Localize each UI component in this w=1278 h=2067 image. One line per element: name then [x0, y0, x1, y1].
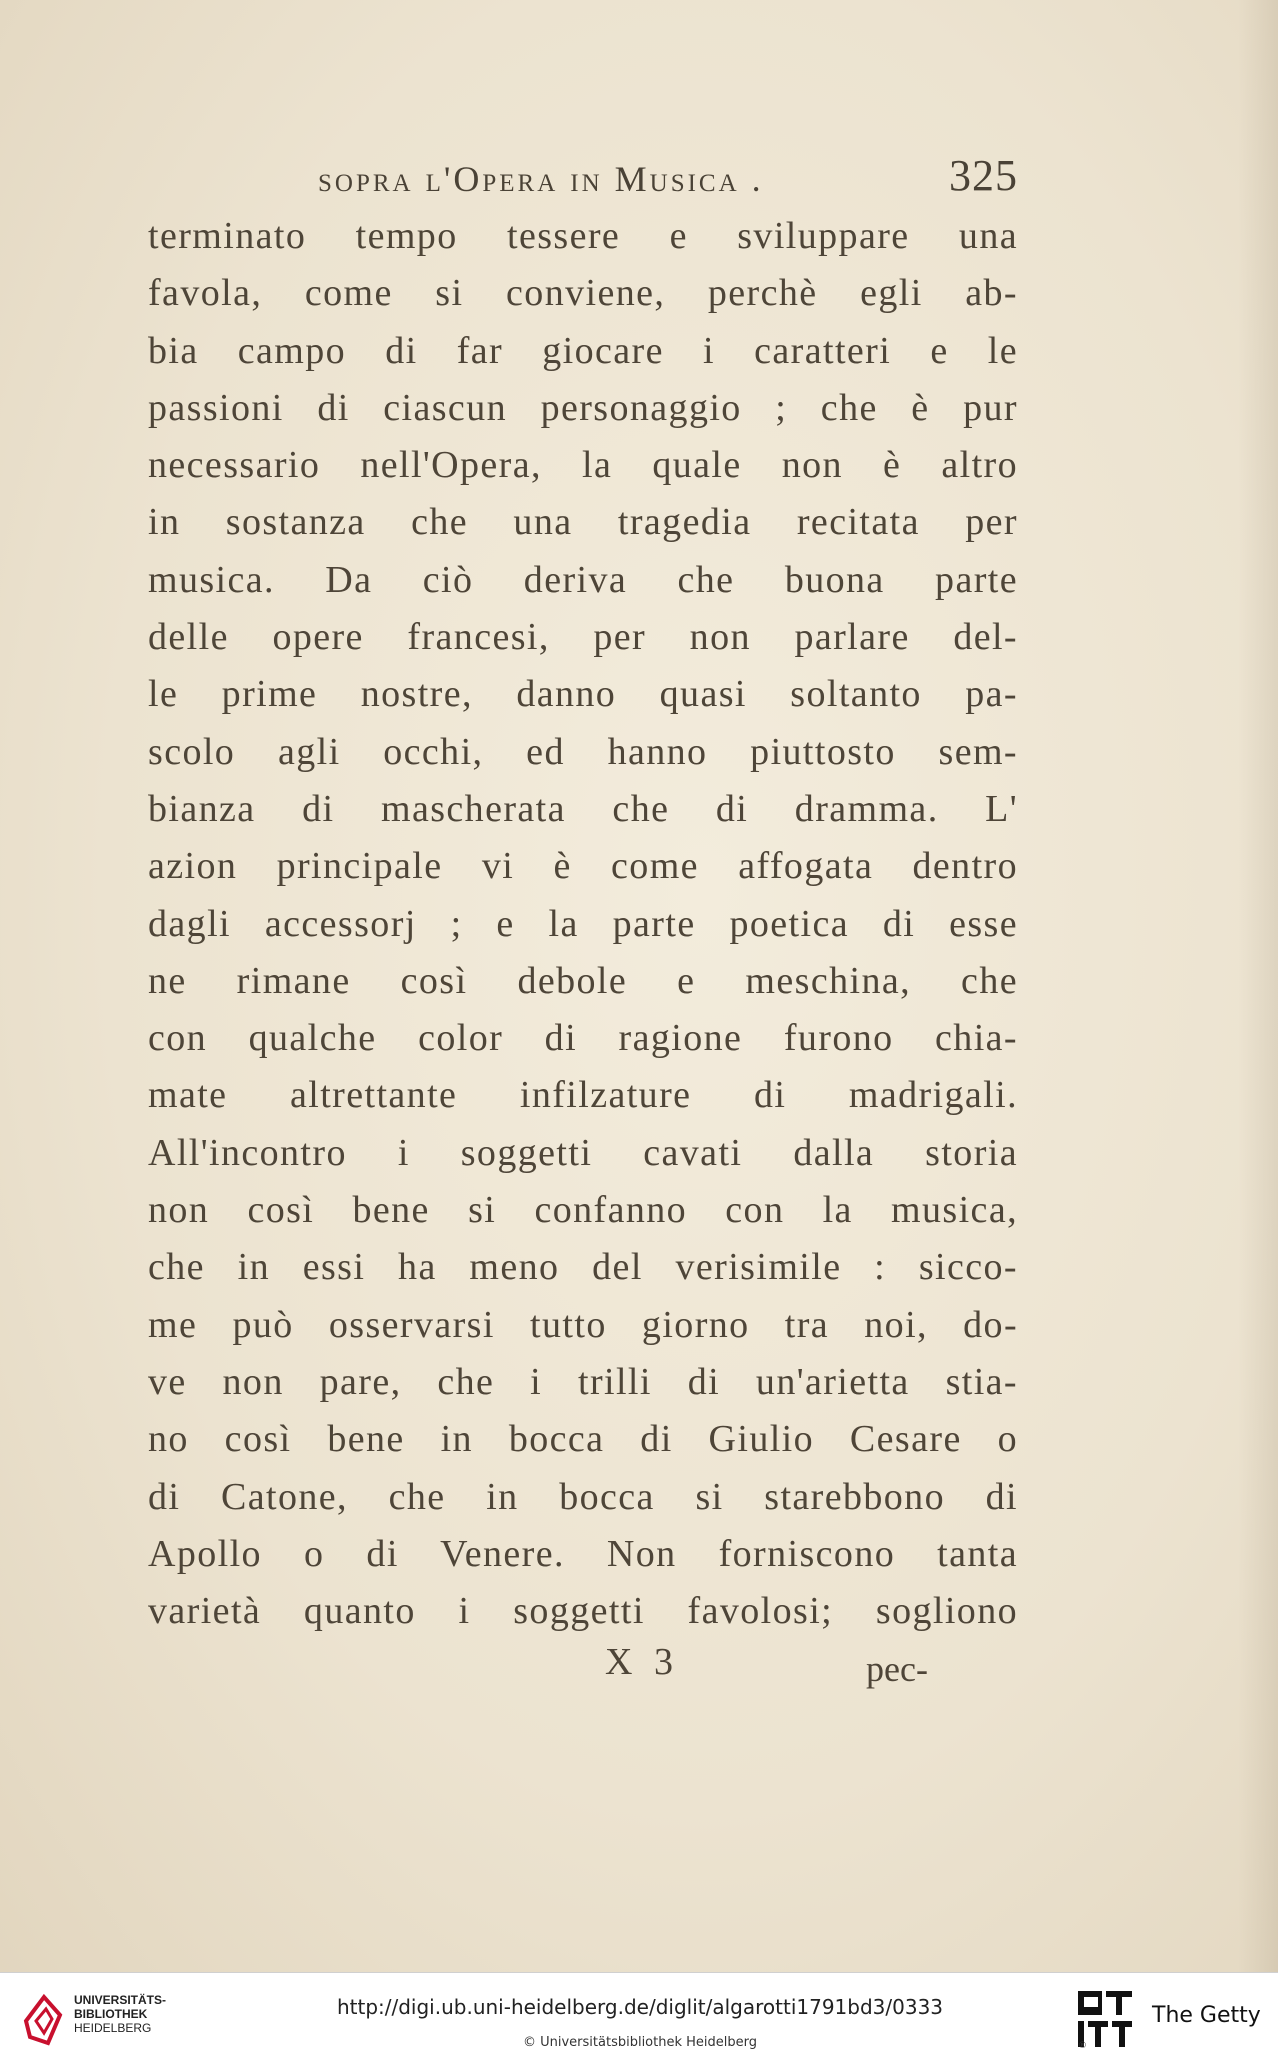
- text-line: bianza di mascherata che di dramma. L': [148, 787, 1018, 830]
- library-name: [74, 1993, 166, 2035]
- text-line: varietà quanto i soggetti favolosi; sogliono: [148, 1590, 1018, 1633]
- text-line: con qualche color di ragione furono chia-: [148, 1017, 1018, 1060]
- text-line: necessario nell'Opera, la quale non è altro: [148, 444, 1018, 487]
- text-line: azion principale vi è come affogata dentro: [148, 845, 1018, 888]
- registered-mark: ®: [1078, 2041, 1087, 2051]
- text-line: di Catone, che in bocca si starebbono di: [148, 1475, 1018, 1518]
- text-line: me può osservarsi tutto giorno tra noi, do-: [148, 1303, 1018, 1346]
- text-line: musica. Da ciò deriva che buona parte: [148, 558, 1018, 601]
- running-head: [318, 148, 1018, 208]
- text-line: le prime nostre, danno quasi soltanto pa-: [148, 673, 1018, 716]
- library-name-line2: BIBLIOTHEK: [74, 2007, 148, 2021]
- text-line: Apollo o di Venere. Non forniscono tanta: [148, 1532, 1018, 1575]
- getty-label: The Getty: [1152, 2003, 1261, 2028]
- text-line: in sostanza che una tragedia recitata per: [148, 501, 1018, 544]
- text-line: no così bene in bocca di Giulio Cesare o: [148, 1418, 1018, 1461]
- page-edge-shadow: [1238, 0, 1278, 1972]
- source-url-link[interactable]: http://digi.ub.uni-heidelberg.de/diglit/algarotti1791bd3/0333: [336, 1995, 944, 2019]
- text-line: ne rimane così debole e meschina, che: [148, 959, 1018, 1002]
- text-line: che in essi ha meno del verisimile : sicco-: [148, 1246, 1018, 1289]
- text-line: delle opere francesi, per non parlare del-: [148, 616, 1018, 659]
- copyright-notice: © Universitätsbibliothek Heidelberg: [522, 2035, 757, 2050]
- library-name-line1: UNIVERSITÄTS-: [74, 1993, 167, 2007]
- text-line: favola, come si conviene, perchè egli ab-: [148, 272, 1018, 315]
- text-line: bia campo di far giocare i caratteri e le: [148, 329, 1018, 372]
- text-line: ve non pare, che i trilli di un'arietta stia-: [148, 1360, 1018, 1403]
- body-text: [148, 208, 1018, 1640]
- text-line: All'incontro i soggetti cavati dalla storia: [148, 1131, 1018, 1174]
- text-line: terminato tempo tessere e sviluppare una: [148, 215, 1018, 257]
- page-number: 325: [949, 151, 1018, 200]
- catchword: pec-: [866, 1649, 928, 1689]
- ub-heidelberg-logo-icon: [22, 1991, 64, 2049]
- text-line: dagli accessorj ; e la parte poetica di esse: [148, 902, 1018, 945]
- text-line: non così bene si confanno con la musica,: [148, 1189, 1018, 1232]
- text-line: passioni di ciascun personaggio ; che è pur: [148, 386, 1018, 429]
- signature-mark: X 3: [605, 1641, 679, 1683]
- text-line: scolo agli occhi, ed hanno piuttosto sem-: [148, 730, 1018, 773]
- text-line: mate altrettante infilzature di madrigali.: [148, 1074, 1018, 1117]
- library-name-line3: HEIDELBERG: [74, 2021, 152, 2035]
- running-head-title: sopra l'Opera in Musica .: [318, 159, 764, 199]
- footer-bar: [0, 1972, 1278, 2067]
